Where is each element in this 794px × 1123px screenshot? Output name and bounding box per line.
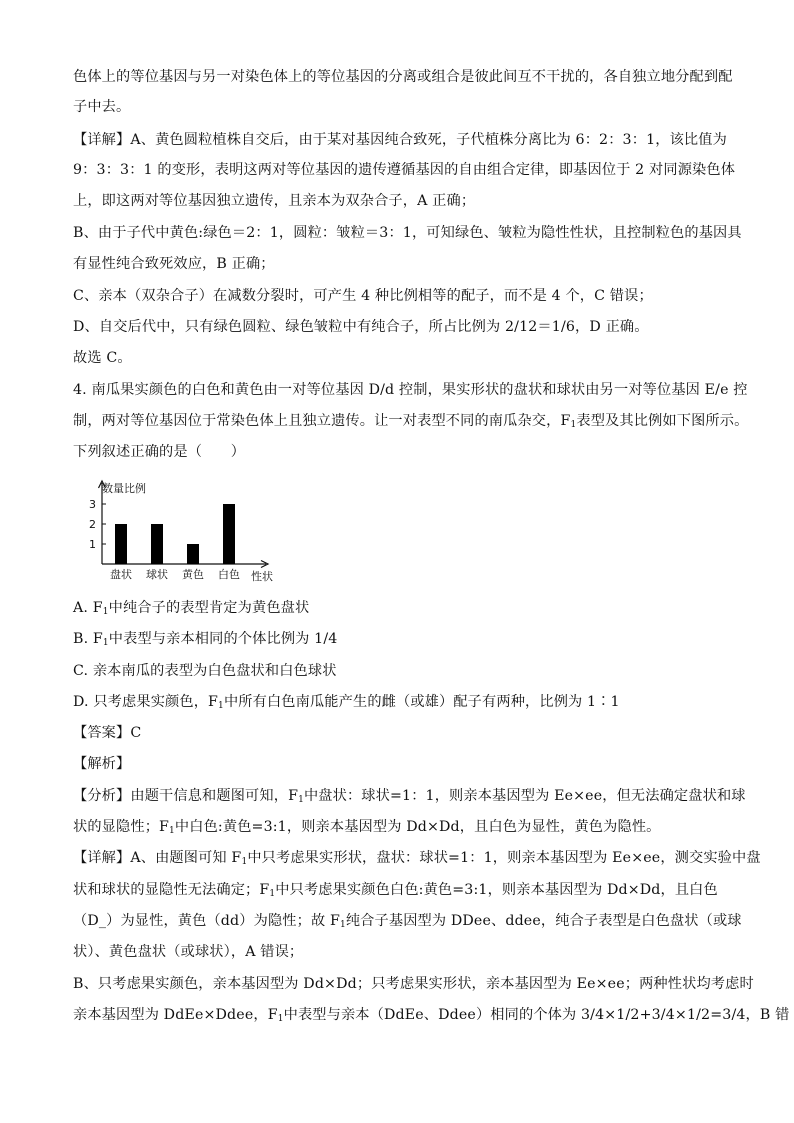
question-stem: 4. 南瓜果实颜色的白色和黄色由一对等位基因 D/d 控制，果实形状的盘状和球状由另一对等位基因 E/e 控 bbox=[73, 382, 748, 398]
text-line: 9：3：3：1 的变形，表明这两对等位基因的遗传遵循基因的自由组合定律，即基因位于 2 对同源染色体 bbox=[73, 162, 736, 178]
analysis-line: 状）、黄色盘状（或球状），A 错误； bbox=[73, 944, 304, 960]
option-a: A. $F_1$中纯合子的表型肯定为黄色盘状 bbox=[73, 600, 310, 617]
question-stem: 下列叙述正确的是（ ） bbox=[73, 444, 246, 460]
text-line: 上，即这两对等位基因独立遗传，且亲本为双杂合子，A 正确； bbox=[73, 193, 476, 209]
question-stem: 制，两对等位基因位于常染色体上且独立遗传。让一对表型不同的南瓜杂交，$F_1$表型及其比例如下图所示。 bbox=[73, 413, 749, 430]
y-tick-label: 3 bbox=[89, 498, 96, 511]
text-line: 子中去。 bbox=[73, 99, 131, 115]
x-tick-label: 黄色 bbox=[182, 568, 204, 581]
text-line: 故选 C。 bbox=[73, 350, 132, 366]
text-line: C、亲本（双杂合子）在减数分裂时，可产生 4 种比例相等的配子，而不是 4 个，C 错误； bbox=[73, 288, 653, 304]
text-line: 色体上的等位基因与另一对染色体上的等位基因的分离或组合是彼此间互不干扰的，各自独立地分配到配 bbox=[73, 69, 733, 85]
text-line: D、自交后代中，只有绿色圆粒、绿色皱粒中有纯合子，所占比例为 2/12＝1/6，D 正确。 bbox=[73, 319, 649, 335]
answer-label: 【答案】C bbox=[73, 725, 142, 741]
y-axis-label: 数量比例 bbox=[102, 482, 146, 495]
text-line: B、由于子代中黄色:绿色＝2：1，圆粒：皱粒＝3：1，可知绿色、皱粒为隐性性状，且控制粒色的基因具 bbox=[73, 225, 742, 241]
text-line: 【详解】A、黄色圆粒植株自交后，由于某对基因纯合致死，子代植株分离比为 6：2：3：1，该比值为 bbox=[73, 132, 727, 148]
option-d: D. 只考虑果实颜色，$F_1$中所有白色南瓜能产生的雌（或雄）配子有两种，比例为 1∶1 bbox=[73, 694, 620, 711]
analysis-line: 【详解】A、由题图可知 $F_1$中只考虑果实形状，盘状：球状=1：1，则亲本基因型为 Ee×ee，测交实验中盘 bbox=[73, 850, 761, 867]
y-tick-label: 1 bbox=[89, 538, 96, 551]
x-tick-label: 球状 bbox=[146, 568, 168, 581]
bar-2 bbox=[151, 524, 163, 564]
analysis-line: （D_）为显性，黄色（dd）为隐性；故 $F_1$纯合子基因型为 DDee、ddee，纯合子表型是白色盘状（或球 bbox=[73, 913, 742, 930]
analysis-label: 【解析】 bbox=[73, 756, 131, 772]
y-tick-label: 2 bbox=[89, 518, 96, 531]
bar-3 bbox=[187, 544, 199, 564]
analysis-line: 【分析】由题干信息和题图可知，$F_1$中盘状：球状=1：1，则亲本基因型为 Ee×ee，但无法确定盘状和球 bbox=[73, 788, 746, 805]
analysis-line: B、只考虑果实颜色，亲本基因型为 Dd×Dd；只考虑果实形状，亲本基因型为 Ee×ee；两种性状均考虑时 bbox=[73, 976, 754, 992]
phenotype-bar-chart bbox=[80, 475, 300, 593]
analysis-line: 状和球状的显隐性无法确定；$F_1$中只考虑果实颜色白色:黄色=3:1，则亲本基因型为 Dd×Dd，且白色 bbox=[73, 882, 718, 899]
option-b: B. $F_1$中表型与亲本相同的个体比例为 1/4 bbox=[73, 631, 338, 648]
x-tick-label: 盘状 bbox=[110, 568, 132, 581]
text-line: 有显性纯合致死效应，B 正确； bbox=[73, 256, 275, 272]
x-axis-label: 性状 bbox=[251, 570, 273, 583]
bar-4 bbox=[223, 504, 235, 564]
option-c: C. 亲本南瓜的表型为白色盘状和白色球状 bbox=[73, 663, 337, 679]
bar-1 bbox=[115, 524, 127, 564]
analysis-line: 亲本基因型为 DdEe×Ddee，$F_1$中表型与亲本（DdEe、Ddee）相同的个体为 3/4×1/2+3/4×1/2=3/4，B 错 bbox=[73, 1007, 790, 1024]
x-tick-label: 白色 bbox=[218, 568, 240, 581]
analysis-line: 状的显隐性；$F_1$中白色:黄色=3:1，则亲本基因型为 Dd×Dd，且白色为显性，黄色为隐性。 bbox=[73, 819, 661, 836]
